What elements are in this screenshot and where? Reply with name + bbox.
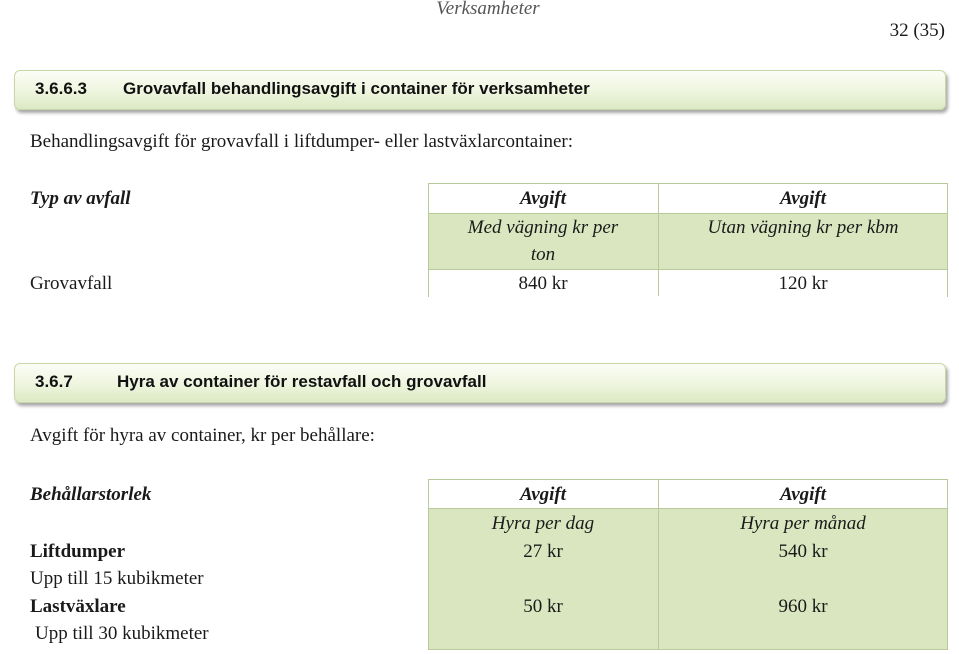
table-col2-header: Avgift (779, 484, 827, 505)
section-heading (35, 79, 590, 99)
section-intro-text: Behandlingsavgift för grovavfall i liftdumper- eller lastväxlarcontainer: (30, 131, 574, 152)
table-row-desc: Upp till 30 kubikmeter (35, 623, 209, 644)
table-row-col1: 27 kr (523, 541, 563, 562)
table-row-col1: 50 kr (523, 596, 563, 617)
section-heading (35, 372, 486, 392)
table-col1-subheader-cont: ton (530, 244, 556, 265)
table-label-header: Behållarstorlek (30, 484, 152, 505)
table-col1-subheader: Hyra per dag (491, 513, 595, 534)
table-row-col1: 840 kr (518, 273, 568, 294)
table-col1-subheader: Med vägning kr per (467, 217, 619, 238)
table-col2-subheader: Utan vägning kr per kbm (707, 217, 899, 238)
section-heading-box (14, 363, 946, 403)
table-row-col2: 960 kr (778, 596, 828, 617)
table-row-name: Liftdumper (30, 541, 125, 562)
section-heading-box (14, 70, 946, 110)
section-number: 3.6.6.3 (35, 79, 87, 98)
section-title: Grovavfall behandlingsavgift i container för verksamheter (123, 79, 590, 98)
table-col1-header: Avgift (519, 484, 567, 505)
table-col1-header: Avgift (519, 188, 567, 209)
table-row-desc: Upp till 15 kubikmeter (30, 568, 204, 589)
table-row-name: Lastväxlare (30, 596, 126, 617)
section-intro-text: Avgift för hyra av container, kr per behållare: (30, 425, 375, 446)
table-row-label: Grovavfall (30, 273, 113, 294)
table-label-header: Typ av avfall (30, 188, 131, 209)
page-number: 32 (35) (889, 20, 945, 41)
section-title: Hyra av container för restavfall och grovavfall (117, 372, 487, 391)
section-number: 3.6.7 (35, 372, 73, 391)
table-col2-header: Avgift (779, 188, 827, 209)
document-header-title: Verksamheter (436, 0, 540, 19)
table-col2-subheader: Hyra per månad (740, 513, 866, 534)
table-row-col2: 120 kr (778, 273, 828, 294)
table-row-col2: 540 kr (778, 541, 828, 562)
